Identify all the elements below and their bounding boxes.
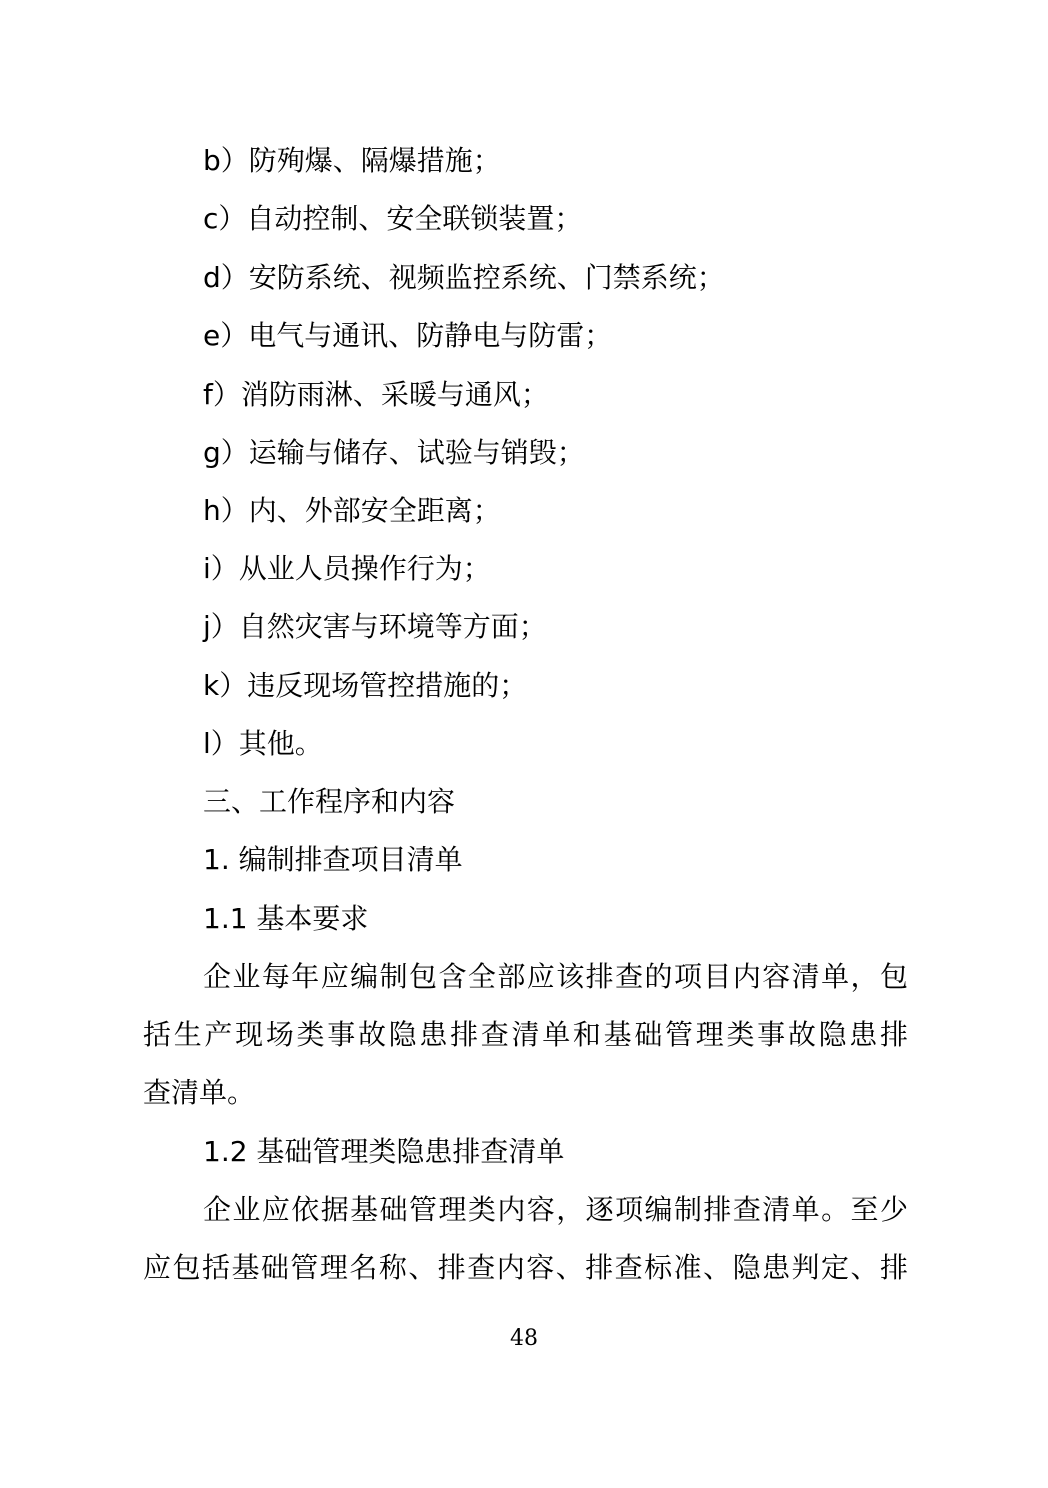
list-item-f: f）消防雨淋、采暖与通风； [203,378,549,411]
list-item-b: b）防殉爆、隔爆措施； [203,144,501,177]
section-heading: 三、工作程序和内容 [203,785,456,818]
list-item-i: i）从业人员操作行为； [203,552,491,585]
list-item-e: e）电气与通讯、防静电与防雷； [203,319,613,352]
paragraph-2-line-2: 应包括基础管理名称、排查内容、排查标准、隐患判定、排 [143,1251,908,1284]
list-item-h: h）内、外部安全距离； [203,494,501,527]
page-number: 48 [510,1326,538,1351]
list-item-g: g）运输与储存、试验与销毁； [203,436,585,469]
list-item-j: j）自然灾害与环境等方面； [203,610,547,643]
paragraph-2-line-1: 企业应依据基础管理类内容，逐项编制排查清单。至少 [203,1193,908,1226]
list-item-l: l）其他。 [203,727,323,760]
subheading-1-1: 1.1 基本要求 [203,902,369,935]
list-item-k: k）违反现场管控措施的； [203,669,528,702]
list-item-d: d）安防系统、视频监控系统、门禁系统； [203,261,725,294]
paragraph-1-line-2: 括生产现场类事故隐患排查清单和基础管理类事故隐患排 [143,1018,908,1051]
paragraph-1-line-1: 企业每年应编制包含全部应该排查的项目内容清单，包 [203,960,908,993]
list-item-c: c）自动控制、安全联锁装置； [203,202,583,235]
paragraph-1-line-3: 查清单。 [143,1076,256,1109]
subheading-1: 1. 编制排查项目清单 [203,843,463,876]
subheading-1-2: 1.2 基础管理类隐患排查清单 [203,1135,565,1168]
